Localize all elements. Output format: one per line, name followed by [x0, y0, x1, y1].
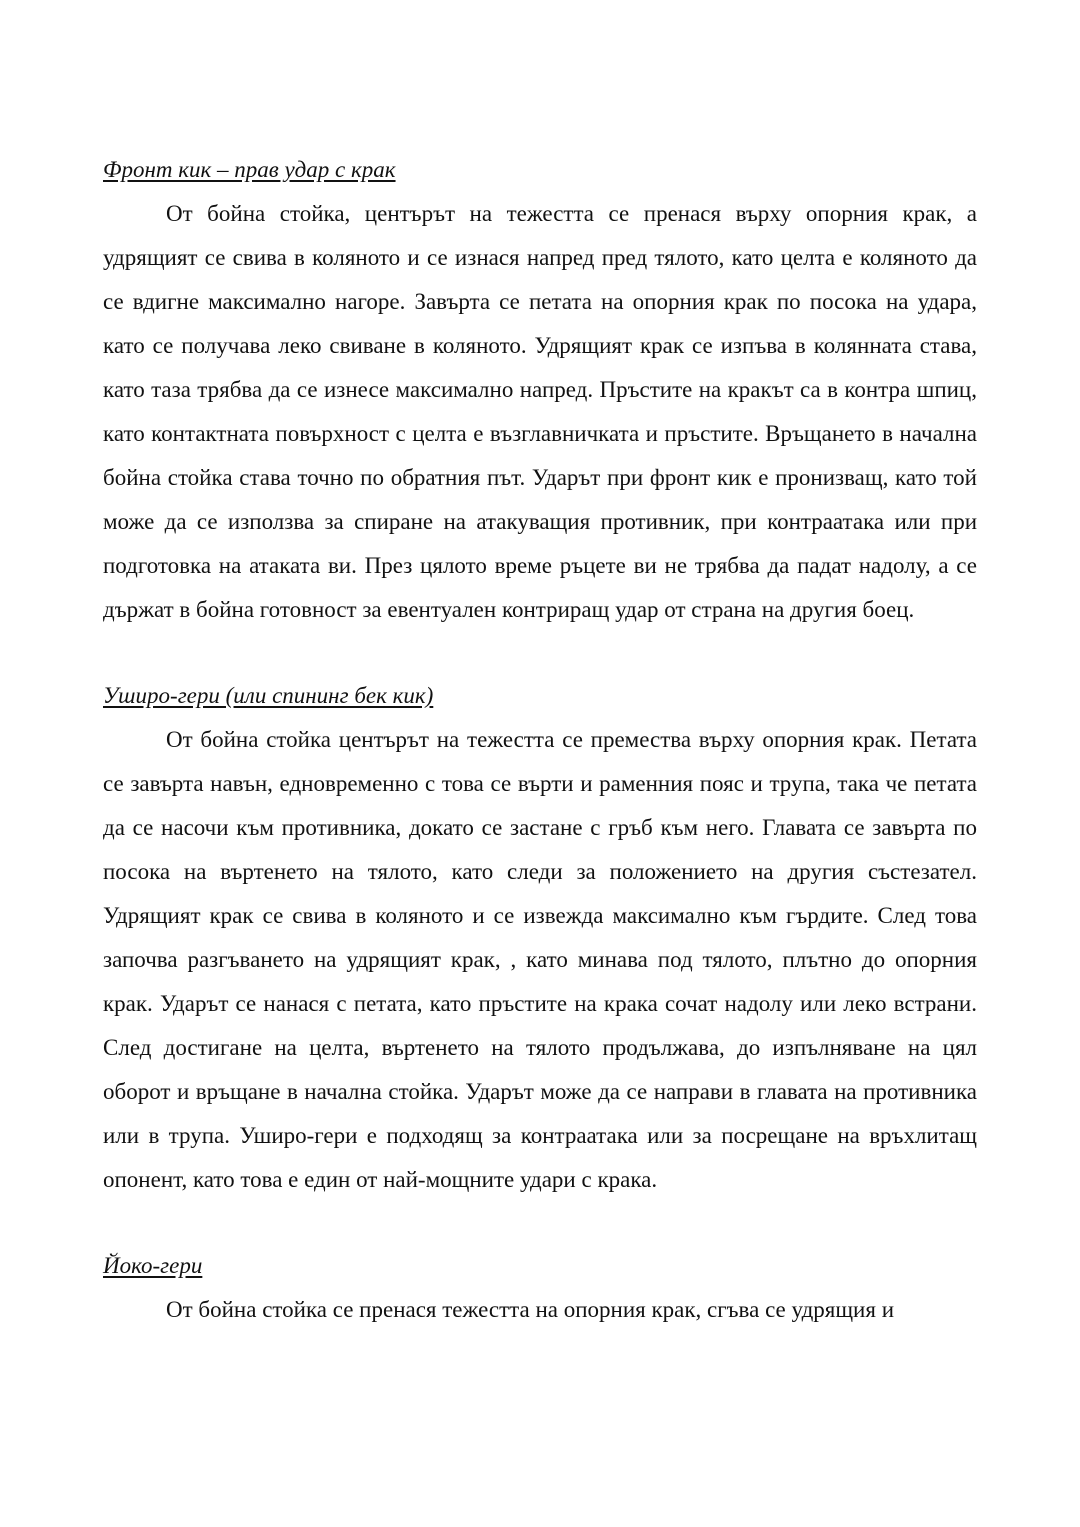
section-paragraph: От бойна стойка се пренася тежестта на опорния крак, сгъва се удрящия и [166, 1297, 895, 1322]
section-heading: Уширо-гери (или спининг бек кик) [103, 683, 434, 708]
section-divider-space [103, 1202, 977, 1244]
section-paragraph: От бойна стойка, центърът на тежестта се пренася върху опорния крак, а удрящият се свива в коляното и се изнася напред пред тялото, като целта е коляното да се вдигне максимално нагоре. Завърта се петата на опорния крак по посока на удара, като се получава леко свиване в коляното. Удрящият крак се изпъва в колянната става, като таза трябва да се изнесе максимално напред. Пръстите на кракът са в контра шпиц, като контактната повърхност с целта е възглавничката и пръстите. Връщането в начална бойна стойка става точно по обратния път. Ударът при фронт кик е пронизващ, като той може да се използва за спиране на атакуващия противник, при контраатака или при подготовка на атаката ви. През цялото време ръцете ви не трябва да падат надолу, а се държат в бойна готовност за евентуален контриращ удар от страна на другия боец. [103, 201, 977, 622]
section-yoko-geri [103, 1244, 977, 1332]
section-paragraph: От бойна стойка центърът на тежестта се премества върху опорния крак. Петата се завърта навън, едновременно с това се върти и раменния пояс и трупа, така че петата да се насочи към противника, докато се застане с гръб към него. Главата се завърта по посока на въртенето на тялото, като следи за положението на другия състезател. Удрящият крак се свива в коляното и се извежда максимално към гърдите. След това започва разгъването на удрящият крак, , като минава под тялото, плътно до опорния крак. Ударът се нанася с петата, като пръстите на крака сочат надолу или леко встрани. След достигане на целта, въртенето на тялото продължава, до изпълняване на цял оборот и връщане в начална стойка. Ударът може да се направи в главата на противника или в трупа. Уширо-гери е подходящ за контраатака или за посрещане на връхлитащ опонент, като това е един от най-мощните удари с крака. [103, 727, 977, 1192]
section-ushiro-geri [103, 674, 977, 1202]
section-heading: Йоко-гери [103, 1253, 203, 1278]
document-body [103, 150, 977, 1332]
section-heading: Фронт кик – прав удар с крак [103, 157, 396, 182]
section-divider-space [103, 632, 977, 674]
section-front-kick [103, 148, 977, 632]
